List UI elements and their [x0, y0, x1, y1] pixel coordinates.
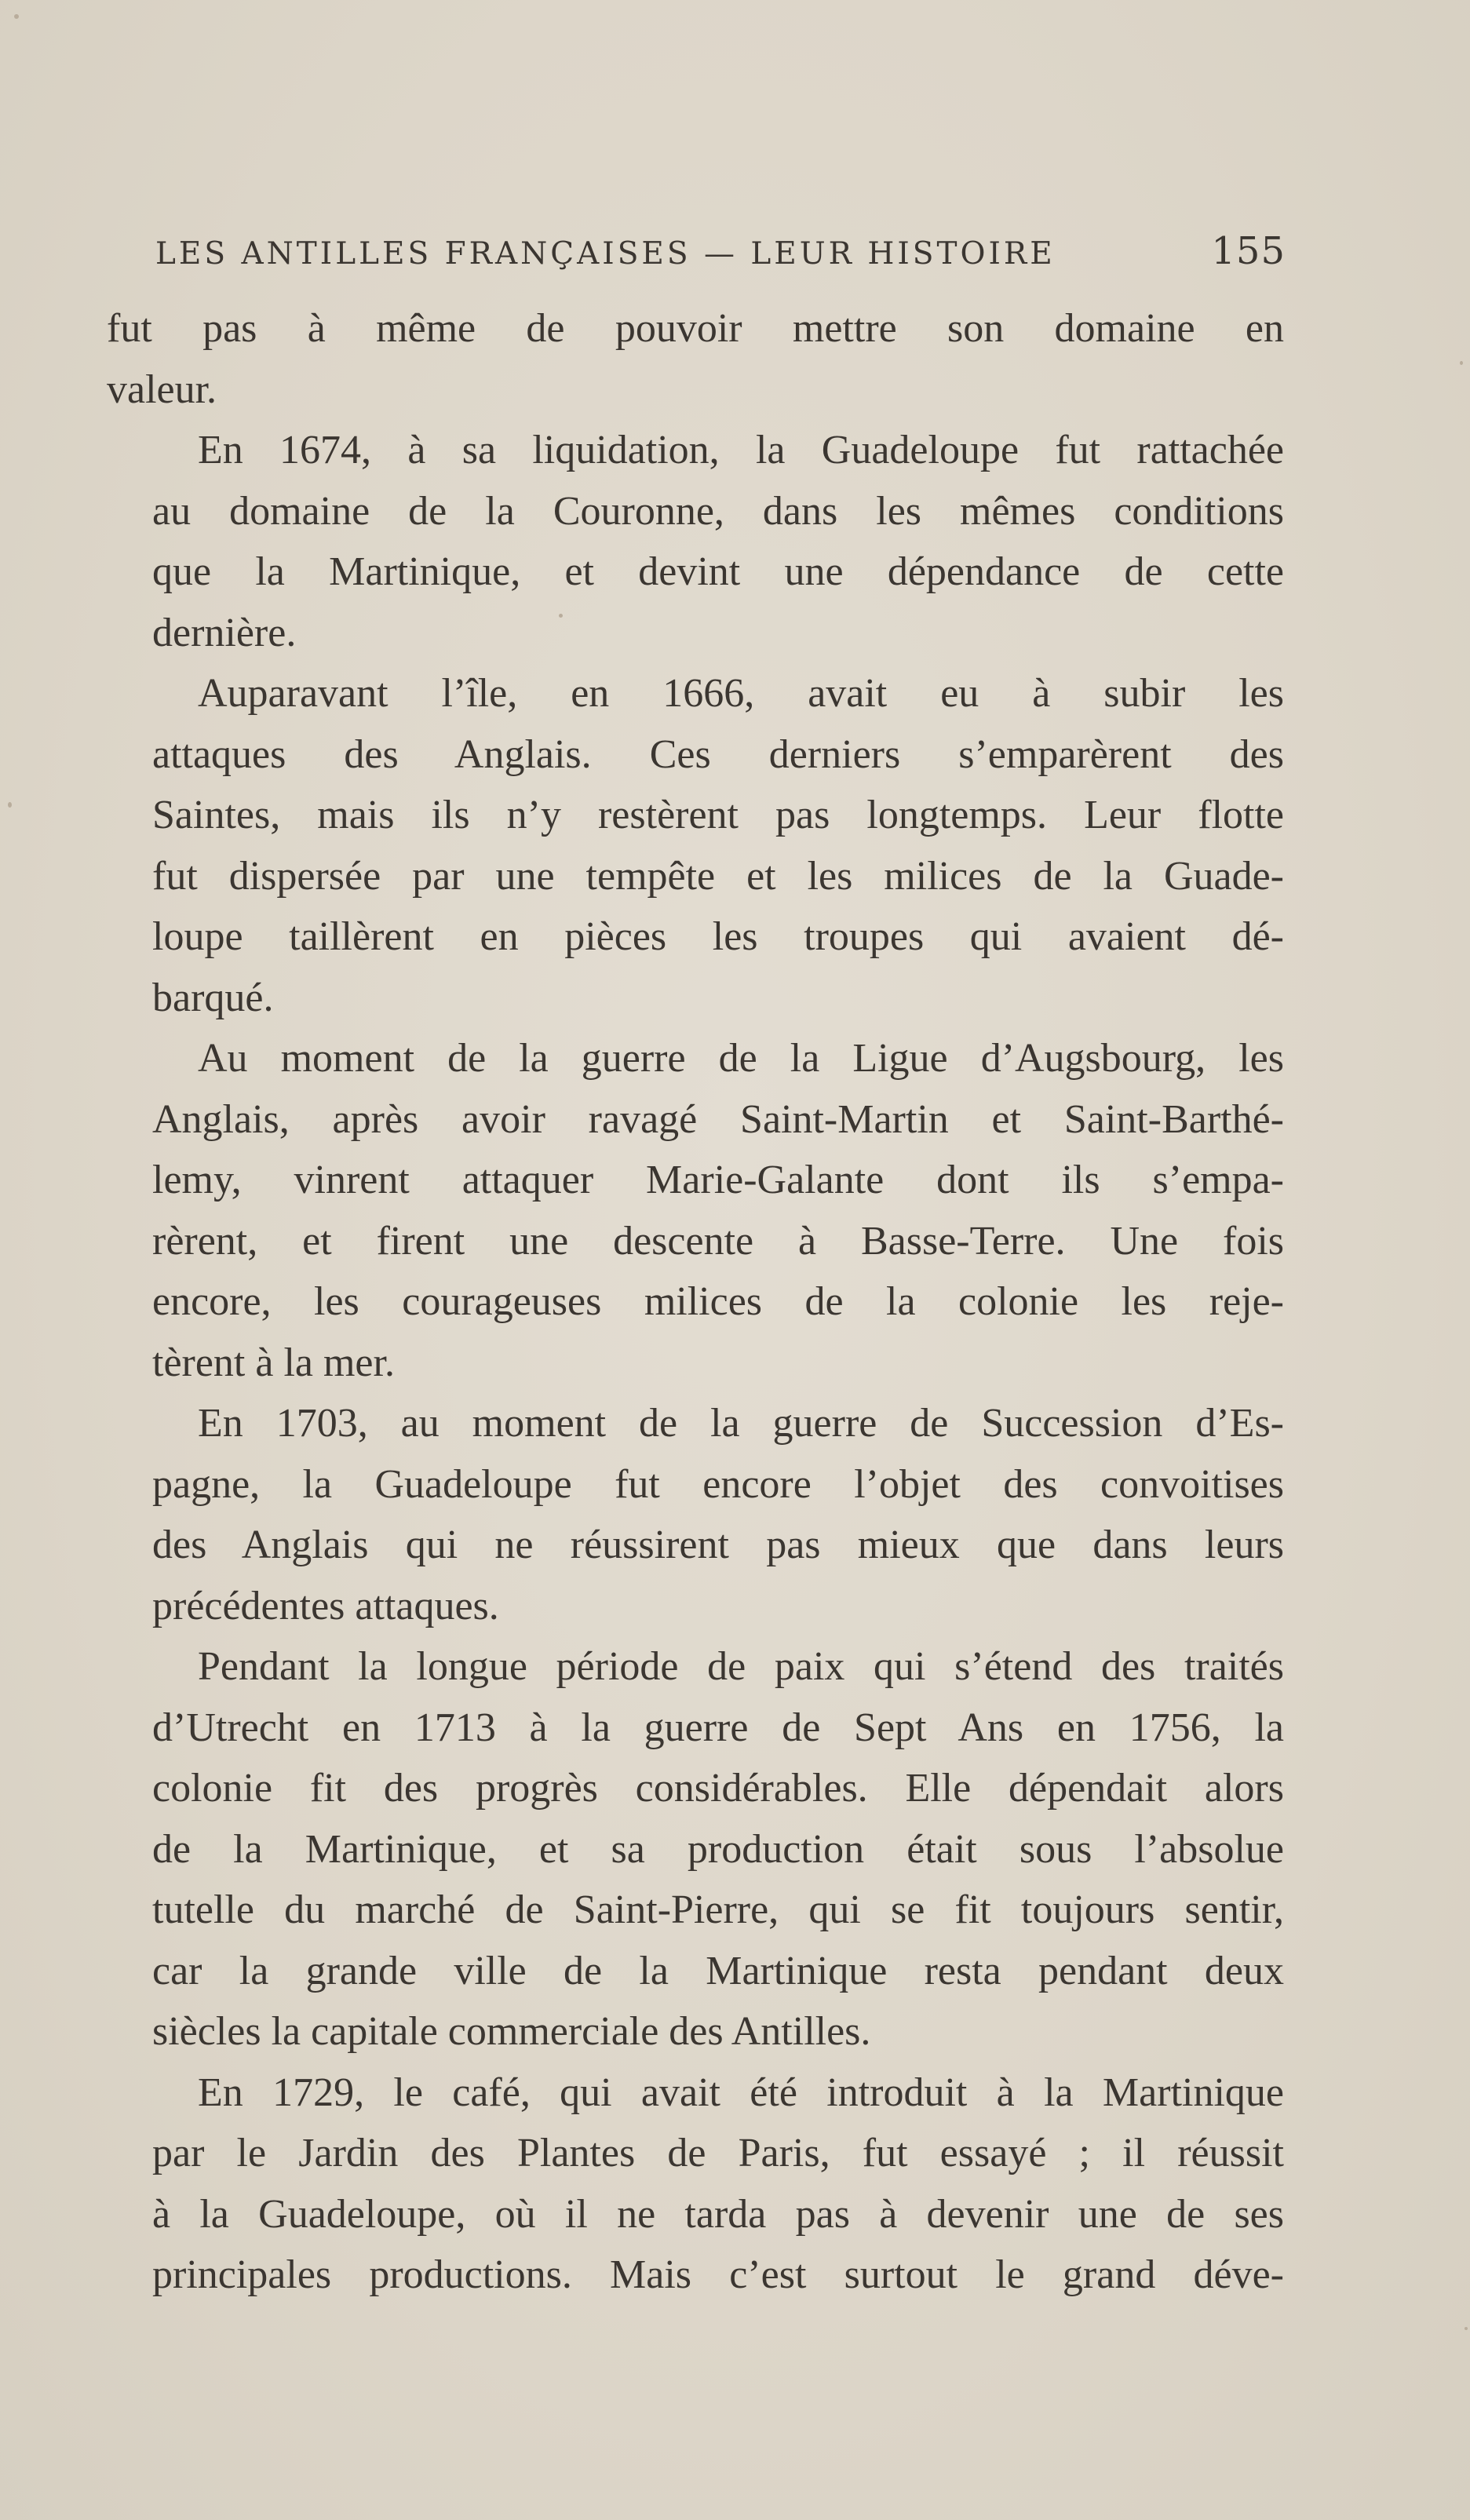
- text-line: pagne, la Guadeloupe fut encore l’objet des convoitises: [152, 1461, 1284, 1507]
- text-line: fut pas à même de pouvoir mettre son domaine en: [107, 306, 1284, 351]
- text-line: valeur.: [107, 367, 217, 412]
- text-line: de la Martinique, et sa production était sous l’absolue: [152, 1826, 1284, 1872]
- text-line: précédentes attaques.: [152, 1583, 499, 1628]
- text-line: d’Utrecht en 1713 à la guerre de Sept Ans en 1756, la: [152, 1705, 1284, 1750]
- paragraph: [107, 1636, 1284, 2062]
- text-line: colonie fit des progrès considérables. Elle dépendait alors: [152, 1766, 1284, 1811]
- text-line: des Anglais qui ne réussirent pas mieux que dans leurs: [152, 1523, 1284, 1567]
- text-line: principales productions. Mais c’est surtout le grand déve-: [152, 2252, 1284, 2297]
- text-line: au domaine de la Couronne, dans les mêmes conditions: [152, 488, 1284, 534]
- text-line: barqué.: [152, 975, 274, 1020]
- text-line: Anglais, après avoir ravagé Saint-Martin et Saint-Barthé-: [152, 1096, 1284, 1142]
- text-line: lemy, vinrent attaquer Marie-Galante dont ils s’empa-: [152, 1158, 1284, 1202]
- text-line: siècles la capitale commerciale des Antilles.: [152, 2009, 871, 2054]
- text-line: rèrent, et firent une descente à Basse-Terre. Une fois: [152, 1218, 1284, 1264]
- text-line: tèrent à la mer.: [152, 1340, 395, 1385]
- text-line: En 1674, à sa liquidation, la Guadeloupe fut rattachée: [198, 428, 1284, 472]
- page-number: 155: [1211, 229, 1286, 273]
- running-title: LES ANTILLES FRANÇAISES — LEUR HISTOIRE: [155, 236, 1056, 272]
- text-line: que la Martinique, et devint une dépendance de cette: [152, 549, 1284, 594]
- paper-speck: [1465, 2327, 1468, 2330]
- paper-speck: [559, 614, 563, 618]
- text-line: encore, les courageuses milices de la colonie les reje-: [152, 1279, 1284, 1324]
- paragraph: [107, 298, 1284, 420]
- text-line: Au moment de la guerre de la Ligue d’Augsbourg, les: [198, 1036, 1284, 1081]
- paper-speck: [14, 14, 19, 19]
- paragraph: [107, 420, 1284, 663]
- text-line: Saintes, mais ils n’y restèrent pas longtemps. Leur flotte: [152, 793, 1284, 837]
- paragraph: [107, 1028, 1284, 1393]
- text-line: loupe taillèrent en pièces les troupes qui avaient dé-: [152, 914, 1284, 959]
- text-line: attaques des Anglais. Ces derniers s’emparèrent des: [152, 731, 1284, 777]
- paragraph: [107, 1393, 1284, 1636]
- paragraph: [107, 663, 1284, 1028]
- text-line: Auparavant l’île, en 1666, avait eu à subir les: [198, 671, 1284, 716]
- text-line: dernière.: [152, 610, 297, 655]
- text-line: En 1703, au moment de la guerre de Succession d’Es-: [198, 1401, 1284, 1446]
- text-line: Pendant la longue période de paix qui s’étend des traités: [198, 1644, 1284, 1689]
- body-text: [107, 298, 1284, 2306]
- text-line: tutelle du marché de Saint-Pierre, qui se fit toujours sentir,: [152, 1887, 1284, 1932]
- running-header: [155, 229, 1286, 276]
- text-line: car la grande ville de la Martinique resta pendant deux: [152, 1948, 1284, 1993]
- paper-speck: [1460, 361, 1463, 365]
- paragraph: [107, 2062, 1284, 2306]
- text-line: par le Jardin des Plantes de Paris, fut essayé ; il réussit: [152, 2131, 1284, 2175]
- text-line: En 1729, le café, qui avait été introduit à la Martinique: [198, 2070, 1284, 2115]
- text-line: à la Guadeloupe, où il ne tarda pas à devenir une de ses: [152, 2191, 1284, 2237]
- text-line: fut dispersée par une tempête et les milices de la Guade-: [152, 853, 1284, 899]
- paper-speck: [8, 802, 12, 808]
